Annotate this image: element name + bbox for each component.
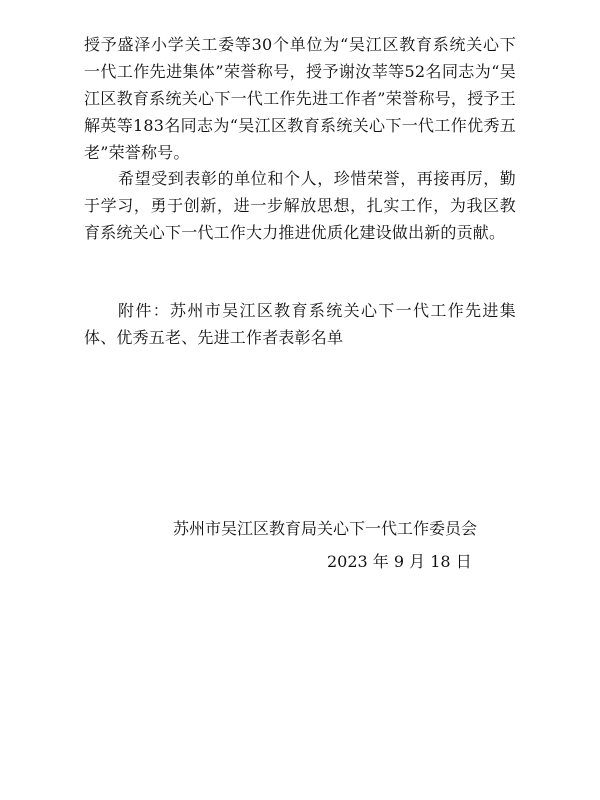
issue-date: 2023 年 9 月 18 日	[327, 552, 472, 571]
encouragement-paragraph: 希望受到表彰的单位和个人，珍惜荣誉，再接再厉，勤于学习，勇于创新，进一步解放思想，扎实工作，为我区教育系统关心下一代工作大力推进优质化建设做出新的贡献。	[84, 169, 516, 242]
award-paragraph: 授予盛泽小学关工委等30个单位为“吴江区教育系统关心下一代工作先进集体”荣誉称号，授予谢汝莘等52名同志为“吴江区教育系统关心下一代工作先进工作者”荣誉称号，授予王解英等183名同志为“吴江区教育系统关心下一代工作优秀五老”荣誉称号。	[84, 35, 516, 162]
attachment-note: 附件：苏州市吴江区教育系统关心下一代工作先进集体、优秀五老、先进工作者表彰名单	[84, 301, 516, 347]
issuing-organization: 苏州市吴江区教育局关心下一代工作委员会	[173, 519, 478, 538]
